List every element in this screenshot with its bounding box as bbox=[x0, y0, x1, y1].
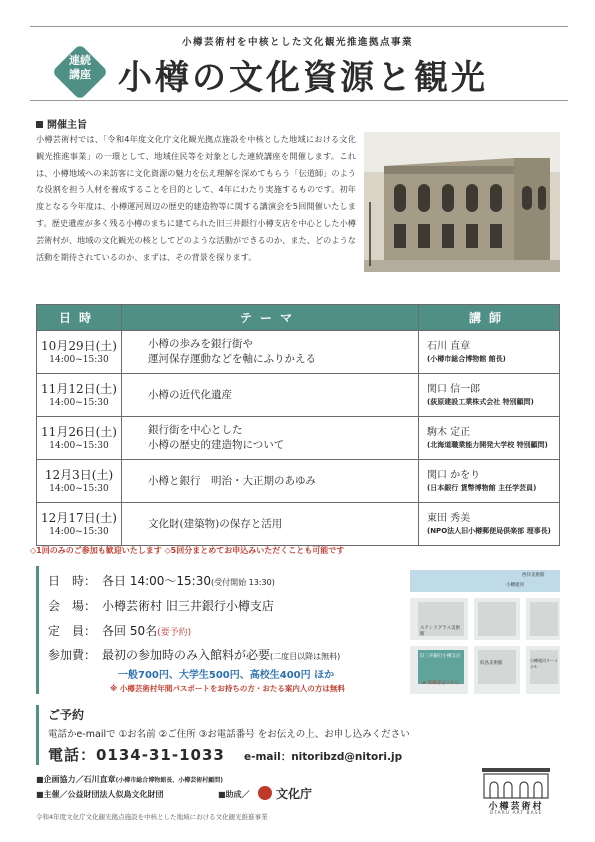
building-photo bbox=[364, 132, 560, 272]
schedule-header-row bbox=[37, 305, 560, 331]
date-cell: 11月26日(土) 14:00~15:30 bbox=[37, 417, 122, 460]
agency-name: 文化庁 bbox=[276, 787, 313, 801]
intro-text: 小樽芸術村では、「令和4年度文化庁文化観光拠点施設を中核とした地域における文化観光推進事業」の一環として、地域住民等を対象とした連続講座を開催します。これは、小樽地域への来訪客に文化資源の魅力を伝え理解を深めてもらう「伝道師」のような役割を担う人材を養成することを目的として、4年にわたり実施するものです。初年度となる今年度は、小樽運河周辺の歴史的建造物等に関する講演会を5回開催いたします。歴史遺産が多く残る小樽のまちに建てられた旧三井銀行小樽支店を中心とした小樽芸術村が、地域の文化観光の核としてどのような活動ができるのか、また、どのような活動を期待されているのか、まずは、その背景を探ります。 bbox=[36, 134, 356, 262]
theme-cell: 小樽の近代化遺産 bbox=[122, 374, 419, 417]
participation-notes: ◇1回のみのご参加も歓迎いたします ◇5回分まとめてお申込みいただくことも可能です bbox=[30, 546, 345, 555]
detail-fee: 参加費： 最初の参加時のみ入館料が必要(二度目以降は無料) bbox=[48, 648, 341, 662]
reservation-description: 電話かe-mailで ①お名前 ②ご住所 ③お電話番号 をお伝えの上、お申し込みください bbox=[48, 729, 410, 740]
theme-cell: 銀行街を中心とした 小樽の歴史的建造物について bbox=[122, 417, 419, 460]
square-bullet-icon bbox=[36, 121, 43, 128]
detail-datetime: 日 時： 各日 14:00〜15:30(受付開始 13:30) bbox=[48, 574, 275, 588]
lecturer-cell: 石川 直章 (小樽市総合博物館 館長) bbox=[419, 331, 560, 374]
page-title: 小樽の文化資源と観光 bbox=[118, 58, 488, 98]
credit-planning: ■企画協力／石川直章(小樽市総合博物館長、小樽芸術村顧問) bbox=[36, 775, 224, 784]
credit-host: ■主催／公益財団法人似鳥文化財団 bbox=[36, 790, 164, 799]
access-map bbox=[410, 570, 560, 694]
lecturer-cell: 東田 秀美 (NPO法人旧小樽郵便局倶楽部 理事長) bbox=[419, 503, 560, 546]
lecturer-cell: 関口 かをり (日本銀行 貨幣博物館 主任学芸員) bbox=[419, 460, 560, 503]
schedule-table bbox=[36, 304, 560, 546]
top-rule bbox=[30, 26, 568, 27]
title-rule bbox=[30, 100, 568, 101]
credit-support: ■助成／ bbox=[218, 790, 250, 799]
details-accent-bar bbox=[36, 566, 39, 694]
footer-text: 令和4年度文化庁文化観光拠点施設を中核とした地域における文化観光推進事業 bbox=[36, 813, 268, 821]
theme-cell: 小樽の歩みを銀行街や 運河保存運動などを軸にふりかえる bbox=[122, 331, 419, 374]
map-label-stained-glass: ステンドグラス美術館 bbox=[420, 626, 460, 637]
map-label-nitori-museum: 似鳥美術館 bbox=[480, 661, 503, 666]
logo-name: 小樽芸術村 bbox=[488, 802, 544, 812]
fee-breakdown: 一般700円、大学生500円、高校生400円 ほか bbox=[118, 670, 335, 681]
map-label-terminal: 小樽運河ターミナル bbox=[530, 658, 558, 669]
bank-building-image bbox=[364, 132, 560, 272]
theme-cell: 小樽と銀行 明治・大正期のあゆみ bbox=[122, 460, 419, 503]
lecturer-cell: 駒木 定正 (北海道職業能力開発大学校 特別顧問) bbox=[419, 417, 560, 460]
date-cell: 11月12日(土) 14:00~15:30 bbox=[37, 374, 122, 417]
detail-venue: 会 場： 小樽芸術村 旧三井銀行小樽支店 bbox=[48, 599, 274, 613]
header-lecturer: 講師 bbox=[419, 305, 560, 331]
date-cell: 10月29日(土) 14:00~15:30 bbox=[37, 331, 122, 374]
map-label-canal: 小樽運河 bbox=[506, 583, 524, 588]
series-badge-text bbox=[60, 54, 100, 82]
table-row bbox=[37, 374, 560, 417]
table-row bbox=[37, 331, 560, 374]
detail-capacity: 定 員： 各回 50名(要予約) bbox=[48, 624, 192, 638]
intro-heading: 開催主旨 bbox=[36, 116, 87, 131]
email-address[interactable]: e-mail：nitoribzd@nitori.jp bbox=[244, 751, 403, 763]
date-cell: 12月17日(土) 14:00~15:30 bbox=[37, 503, 122, 546]
date-cell: 12月3日(土) 14:00~15:30 bbox=[37, 460, 122, 503]
map-label-entrance: ★ 来場者はこちら bbox=[422, 681, 459, 686]
lecturer-cell: 関口 信一郎 (荻原建設工業株式会社 特別顧問) bbox=[419, 374, 560, 417]
header-theme: テーマ bbox=[122, 305, 419, 331]
reservation-title: ご予約 bbox=[48, 708, 85, 722]
table-row bbox=[37, 503, 560, 546]
reservation-accent-bar bbox=[36, 705, 39, 765]
header-date: 日時 bbox=[37, 305, 122, 331]
table-row bbox=[37, 417, 560, 460]
agency-logo-icon bbox=[258, 786, 272, 800]
theme-cell: 文化財(建築物)の保存と活用 bbox=[122, 503, 419, 546]
subtitle: 小樽芸術村を中核とした文化観光推進拠点事業 bbox=[181, 37, 413, 48]
badge-line1: 連続 bbox=[69, 54, 91, 67]
phone-number[interactable]: 電話：0134-31-1033 bbox=[48, 746, 225, 764]
map-label-western-museum: 西洋美術館 bbox=[522, 573, 545, 578]
logo-subtext: OTARU ART BASE bbox=[489, 811, 543, 816]
fee-note: ※ 小樽芸術村年間パスポートをお持ちの方・おたる案内人の方は無料 bbox=[110, 684, 345, 693]
table-row bbox=[37, 460, 560, 503]
badge-line2: 講座 bbox=[69, 68, 91, 81]
map-label-venue: 旧三井銀行小樽支店 bbox=[420, 654, 461, 659]
